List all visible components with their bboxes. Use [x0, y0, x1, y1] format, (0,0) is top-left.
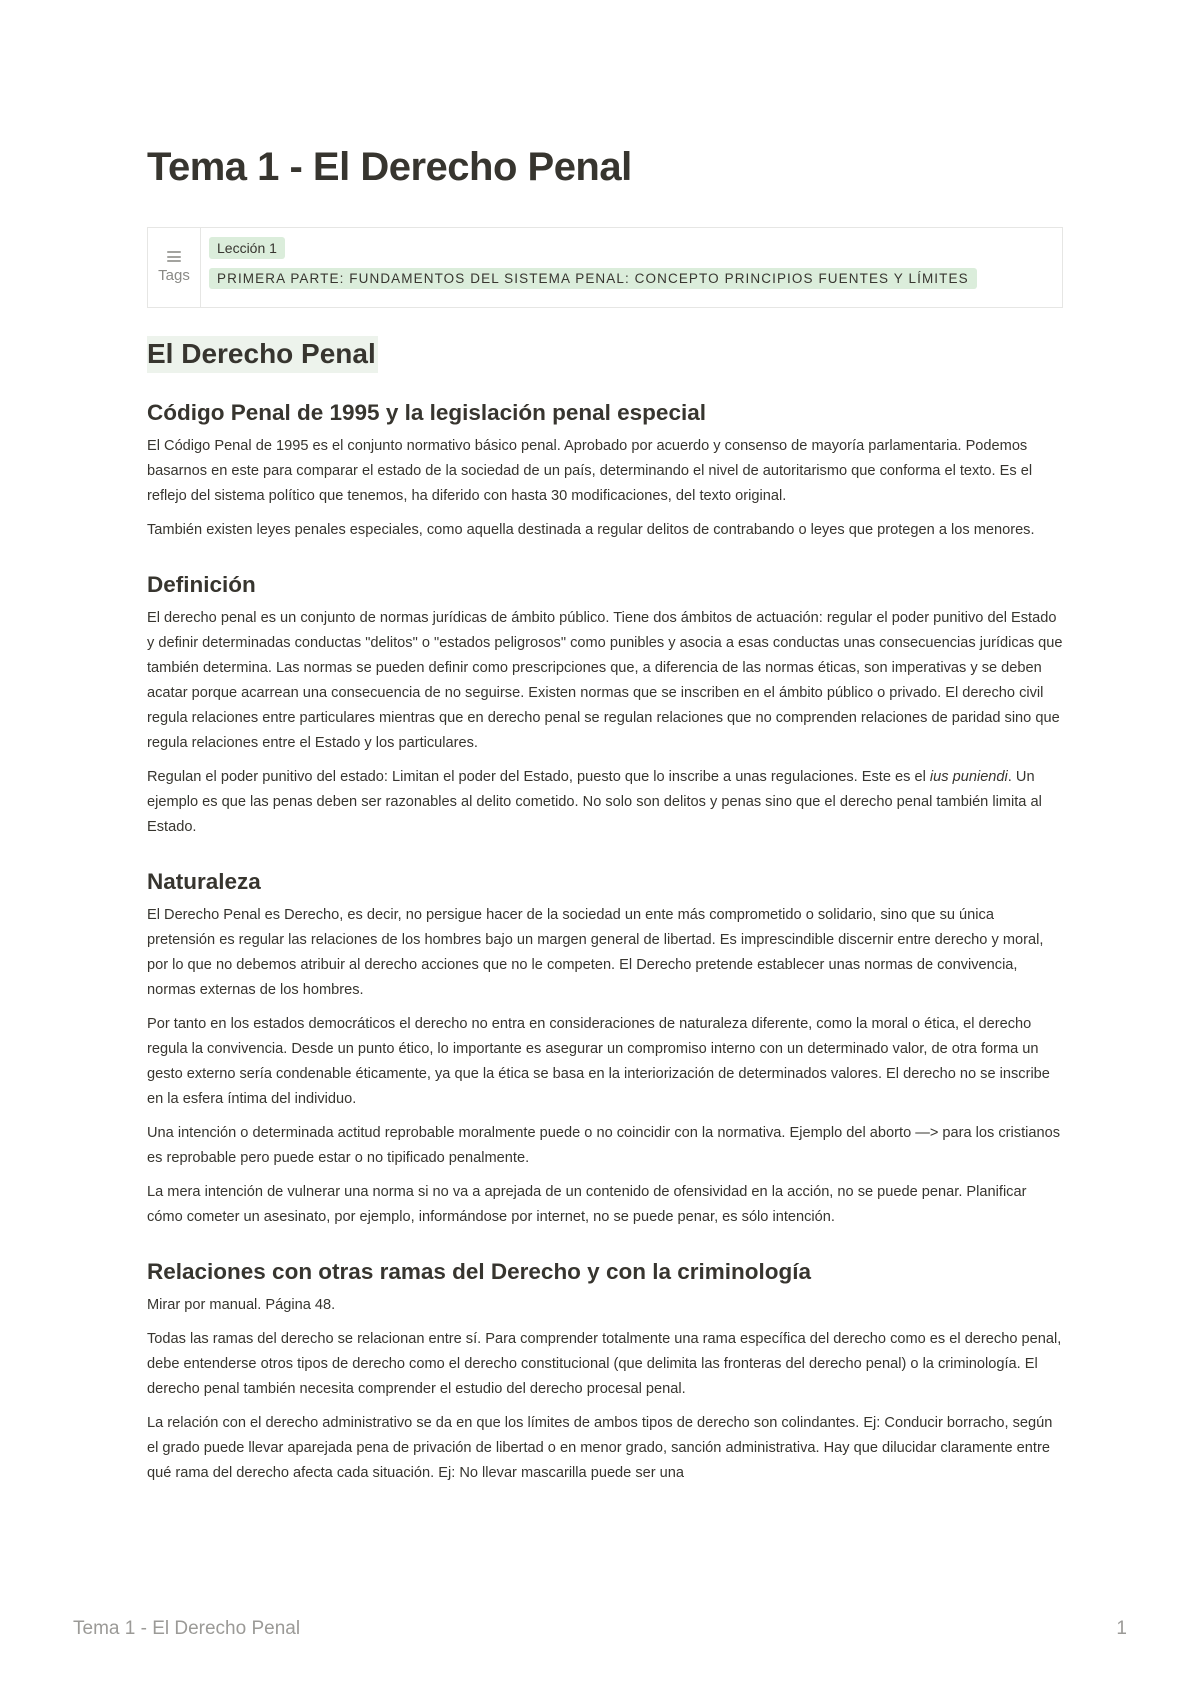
italic-term: ius puniendi — [929, 769, 1008, 785]
subheading-codigo-penal: Código Penal de 1995 y la legislación penal especial — [147, 400, 706, 425]
paragraph: Por tanto en los estados democráticos el derecho no entra en consideraciones de naturaleza diferente, como la moral o ética, el derecho regula la convivencia. Desde un punto ético, lo importante es asegurar un compromiso interno con un determinado valor, de otra forma un gesto externo sería condenable éticamente, ya que la ética se basa en la interiorización de determinados valores. El derecho no se inscribe en la esfera íntima del individuo. — [147, 1016, 1050, 1107]
paragraph: La mera intención de vulnerar una norma si no va a aprejada de un contenido de ofensividad en la acción, no se puede penar. Planificar cómo cometer un asesinato, por ejemplo, informándose por internet, no se puede penar, es sólo intención. — [147, 1184, 1027, 1225]
page-footer — [73, 1618, 1127, 1640]
page-number: 1 — [1116, 1618, 1127, 1639]
paragraph: El Código Penal de 1995 es el conjunto normativo básico penal. Aprobado por acuerdo y consenso de mayoría parlamentaria. Podemos basarnos en este para comparar el estado de la sociedad de un país, determinando el nivel de autoritarismo que conforma el texto. Es el reflejo del sistema político que tenemos, ha diferido con hasta 30 modificaciones, del texto original. — [147, 438, 1033, 504]
section-heading: El Derecho Penal — [147, 336, 378, 373]
subheading-definicion: Definición — [147, 572, 256, 597]
multi-select-icon — [167, 251, 181, 262]
paragraph: Mirar por manual. Página 48. — [147, 1297, 336, 1313]
tag-leccion[interactable]: Lección 1 — [209, 237, 285, 259]
paragraph-ius-puniendi — [147, 765, 1063, 840]
document-body — [147, 400, 1063, 1486]
paragraph: La relación con el derecho administrativo se da en que los límites de ambos tipos de derecho son colindantes. Ej: Conducir borracho, según el grado puede llevar aparejada pena de privación de libertad o en menor grado, sanción administrativa. Hay que dilucidar claramente entre qué rama del derecho afecta cada situación. Ej: No llevar mascarilla puede ser una — [147, 1415, 1053, 1481]
property-tags — [201, 228, 977, 307]
footer-title: Tema 1 - El Derecho Penal — [73, 1618, 301, 1639]
paragraph: El Derecho Penal es Derecho, es decir, no persigue hacer de la sociedad un ente más comprometido o solidario, sino que su única pretensión es regular las relaciones de los hombres bajo un margen general de libertad. Es imprescindible discernir entre derecho y moral, por lo que no debemos atribuir al derecho acciones que no le competen. El Derecho pretende establecer unas normas de convivencia, normas externas de los hombres. — [147, 907, 1044, 998]
page-title: Tema 1 - El Derecho Penal — [147, 145, 632, 189]
paragraph: Todas las ramas del derecho se relacionan entre sí. Para comprender totalmente una rama específica del derecho como es el derecho penal, debe entenderse otros tipos de derecho como el derecho constitucional (que delimita las fronteras del derecho penal) o la criminología. El derecho penal también necesita comprender el estudio del derecho procesal penal. — [147, 1331, 1062, 1397]
paragraph: También existen leyes penales especiales, como aquella destinada a regular delitos de contrabando o leyes que protegen a los menores. — [147, 522, 1035, 538]
paragraph-text: Regulan el poder punitivo del estado: Limitan el poder del Estado, puesto que lo inscribe a unas regulaciones. Este es el — [147, 769, 930, 785]
properties-table — [147, 227, 1063, 308]
subheading-relaciones: Relaciones con otras ramas del Derecho y con la criminología — [147, 1259, 811, 1284]
property-label: Tags — [158, 267, 190, 284]
tag-primera-parte[interactable]: PRIMERA PARTE: FUNDAMENTOS DEL SISTEMA PENAL: CONCEPTO PRINCIPIOS FUENTES Y LÍMITES — [209, 268, 977, 289]
subheading-naturaleza: Naturaleza — [147, 869, 261, 894]
property-label-cell — [148, 228, 201, 307]
paragraph-text: . Un ejemplo es que las penas deben ser razonables al delito cometido. No solo son delitos y penas sino que el derecho penal también limita al Estado. — [147, 769, 1042, 835]
paragraph: El derecho penal es un conjunto de normas jurídicas de ámbito público. Tiene dos ámbitos de actuación: regular el poder punitivo del Estado y definir determinadas conductas "delitos" o "estados peligrosos" como punibles y asocia a esas conductas unas consecuencias jurídicas que también determina. Las normas se pueden definir como prescripciones que, a diferencia de las normas éticas, son imperativas y se deben acatar porque acarrean una consecuencia de no seguirse. Existen normas que se inscriben en el ámbito público o privado. El derecho civil regula relaciones entre particulares mientras que en derecho penal se regulan relaciones que no comprenden relaciones de paridad sino que regula relaciones entre el Estado y los particulares. — [147, 610, 1063, 751]
paragraph: Una intención o determinada actitud reprobable moralmente puede o no coincidir con la normativa. Ejemplo del aborto —> para los cristianos es reprobable pero puede estar o no tipificado penalmente. — [147, 1125, 1061, 1166]
